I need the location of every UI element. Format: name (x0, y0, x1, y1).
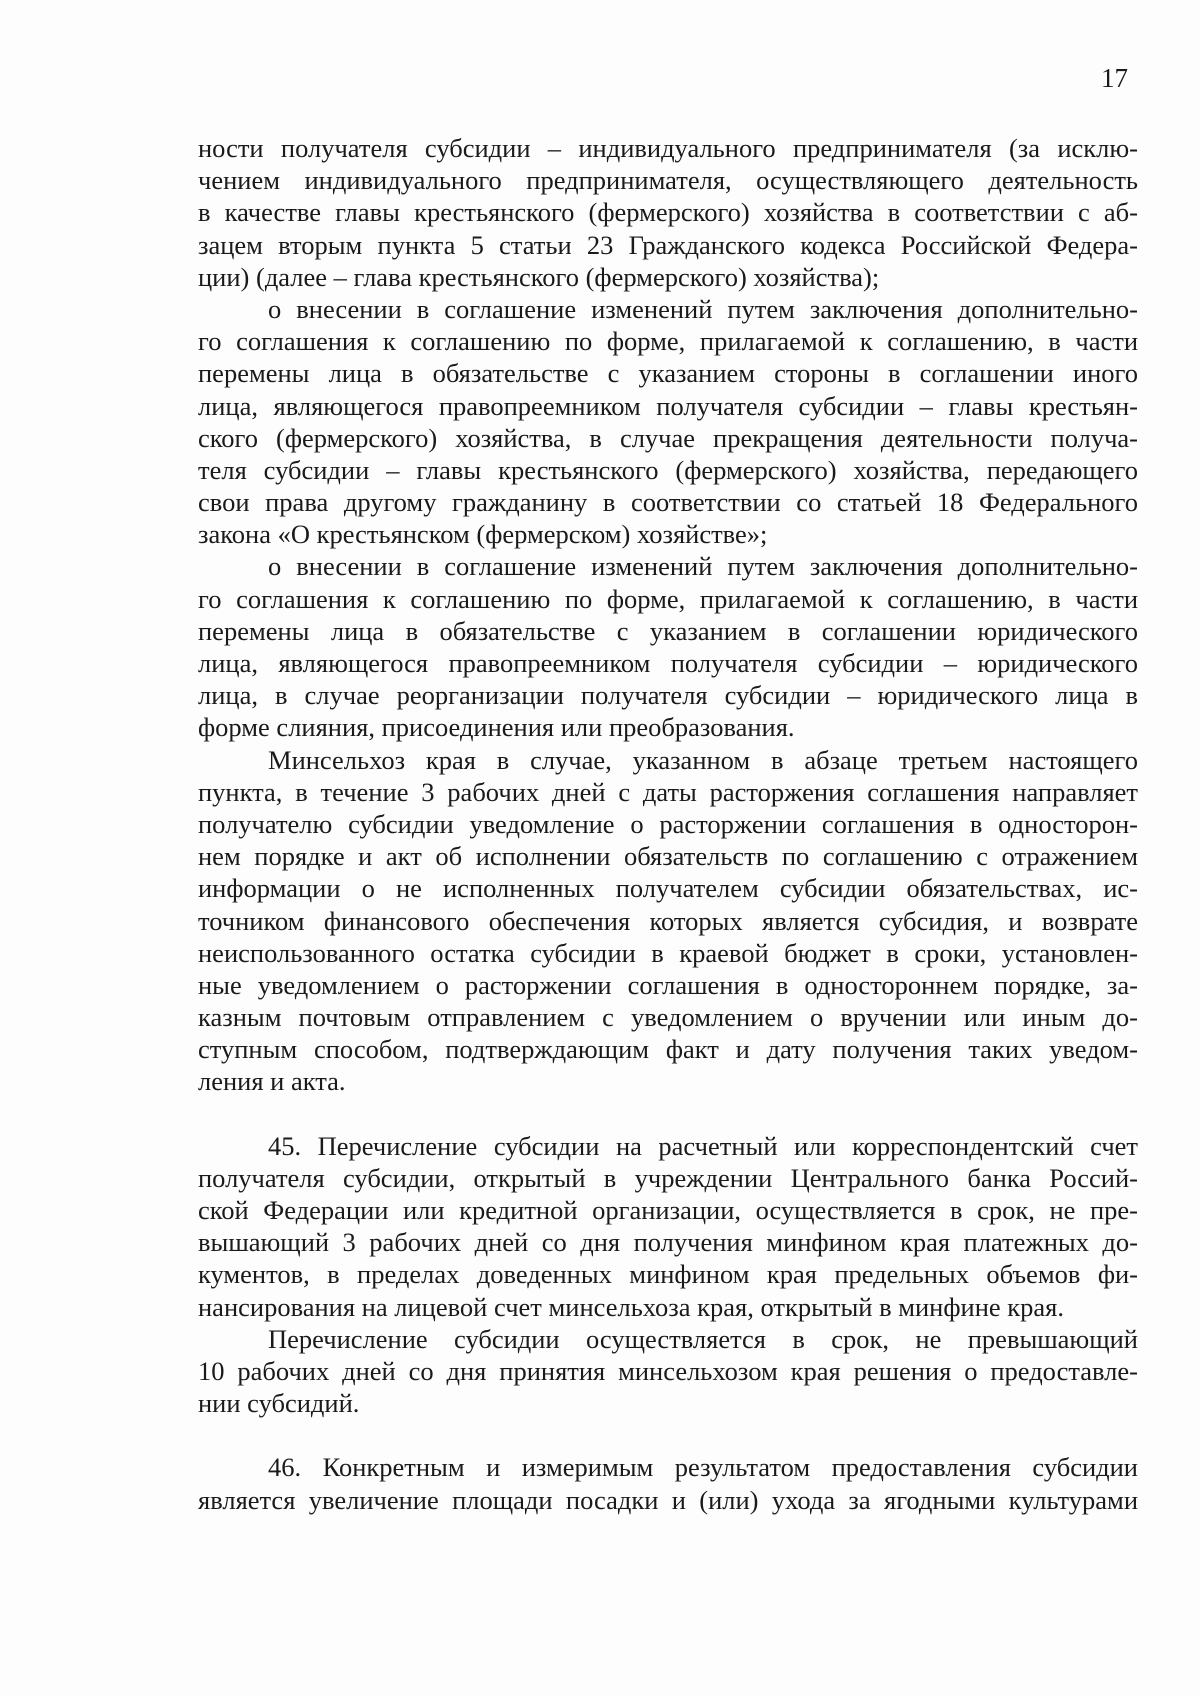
text-line: в качестве главы крестьянского (фермерского) хозяйства в соответствии с аб- (198, 197, 1138, 228)
text-line: пункта, в течение 3 рабочих дней с даты расторжения соглашения направляет (198, 776, 1138, 807)
text-line: 45. Перечисление субсидии на расчетный или корреспондентский счет (268, 1130, 1138, 1161)
text-line: о внесении в соглашение изменений путем заключения дополнительно- (268, 293, 1138, 324)
text-line: информации о не исполненных получателем субсидии обязательствах, ис- (198, 873, 1138, 904)
text-line: о внесении в соглашение изменений путем заключения дополнительно- (268, 551, 1138, 582)
paragraph (198, 1323, 1138, 1420)
text-line: кументов, в пределах доведенных минфином края предельных объемов фи- (198, 1259, 1138, 1290)
text-line: точником финансового обеспечения которых является субсидия, и возврате (198, 905, 1138, 936)
text-line: го соглашения к соглашению по форме, прилагаемой к соглашению, в части (198, 583, 1138, 614)
document-body (198, 132, 1138, 1516)
page-number: 17 (1101, 63, 1128, 93)
text-line: нансирования на лицевой счет минсельхоза края, открытый в минфине края. (198, 1291, 1064, 1322)
text-line: получателя субсидии, открытый в учреждении Центрального банка Россий- (198, 1162, 1138, 1193)
text-line: ции) (далее – глава крестьянского (фермерского) хозяйства); (198, 261, 880, 292)
text-line: лица, являющегося правопреемником получателя субсидии – главы крестьян- (198, 390, 1138, 421)
paragraph (198, 550, 1138, 743)
text-line: нии субсидий. (198, 1388, 360, 1419)
text-line: теля субсидии – главы крестьянского (фермерского) хозяйства, передающего (198, 454, 1138, 485)
text-line: Минсельхоз края в случае, указанном в абзаце третьем настоящего (268, 744, 1138, 775)
paragraph (198, 1451, 1138, 1515)
text-line: форме слияния, присоединения или преобразования. (198, 712, 795, 743)
text-line: Перечисление субсидии осуществляется в срок, не превышающий (268, 1323, 1138, 1354)
text-line: зацем вторым пункта 5 статьи 23 Гражданского кодекса Российской Федера- (198, 229, 1138, 260)
text-line: свои права другому гражданину в соответствии со статьей 18 Федерального (198, 487, 1138, 518)
text-line: ской Федерации или кредитной организации, осуществляется в срок, не пре- (198, 1195, 1138, 1225)
paragraph-spacer (198, 1098, 1138, 1130)
text-line: 46. Конкретным и измеримым результатом предоставления субсидии (268, 1452, 1138, 1483)
paragraph (198, 132, 1138, 293)
text-line: является увеличение площади посадки и (или) ухода за ягодными культурами (198, 1484, 1138, 1515)
text-line: лица, являющегося правопреемником получателя субсидии – юридического (198, 648, 1138, 678)
text-line: получателю субсидии уведомление о расторжении соглашения в односторон- (198, 808, 1138, 839)
text-line: ского (фермерского) хозяйства, в случае прекращения деятельности получа- (198, 422, 1138, 453)
paragraph (198, 293, 1138, 551)
paragraph (198, 1130, 1138, 1323)
text-line: закона «О крестьянском (фермерском) хозяйстве»; (198, 519, 768, 550)
text-line: неиспользованного остатка субсидии в краевой бюджет в сроки, установлен- (198, 937, 1138, 968)
paragraph (198, 744, 1138, 1098)
text-line: перемены лица в обязательстве с указанием стороны в соглашении иного (198, 358, 1138, 389)
text-line: ления и акта. (198, 1066, 346, 1097)
text-line: ности получателя субсидии – индивидуального предпринимателя (за исклю- (198, 133, 1138, 163)
text-line: ступным способом, подтверждающим факт и дату получения таких уведом- (198, 1034, 1138, 1065)
text-line: лица, в случае реорганизации получателя субсидии – юридического лица в (198, 680, 1138, 711)
text-line: нем порядке и акт об исполнении обязательств по соглашению с отражением (198, 841, 1138, 872)
text-line: ные уведомлением о расторжении соглашения в одностороннем порядке, за- (198, 969, 1138, 1000)
text-line: го соглашения к соглашению по форме, прилагаемой к соглашению, в части (198, 326, 1138, 357)
text-line: чением индивидуального предпринимателя, осуществляющего деятельность (198, 165, 1138, 196)
text-line: казным почтовым отправлением с уведомлением о вручении или иным до- (198, 1002, 1138, 1033)
text-line: вышающий 3 рабочих дней со дня получения минфином края платежных до- (198, 1227, 1138, 1258)
text-line: 10 рабочих дней со дня принятия минсельхозом края решения о предоставле- (198, 1355, 1138, 1386)
paragraph-spacer (198, 1419, 1138, 1451)
text-line: перемены лица в обязательстве с указанием в соглашении юридического (198, 615, 1138, 646)
